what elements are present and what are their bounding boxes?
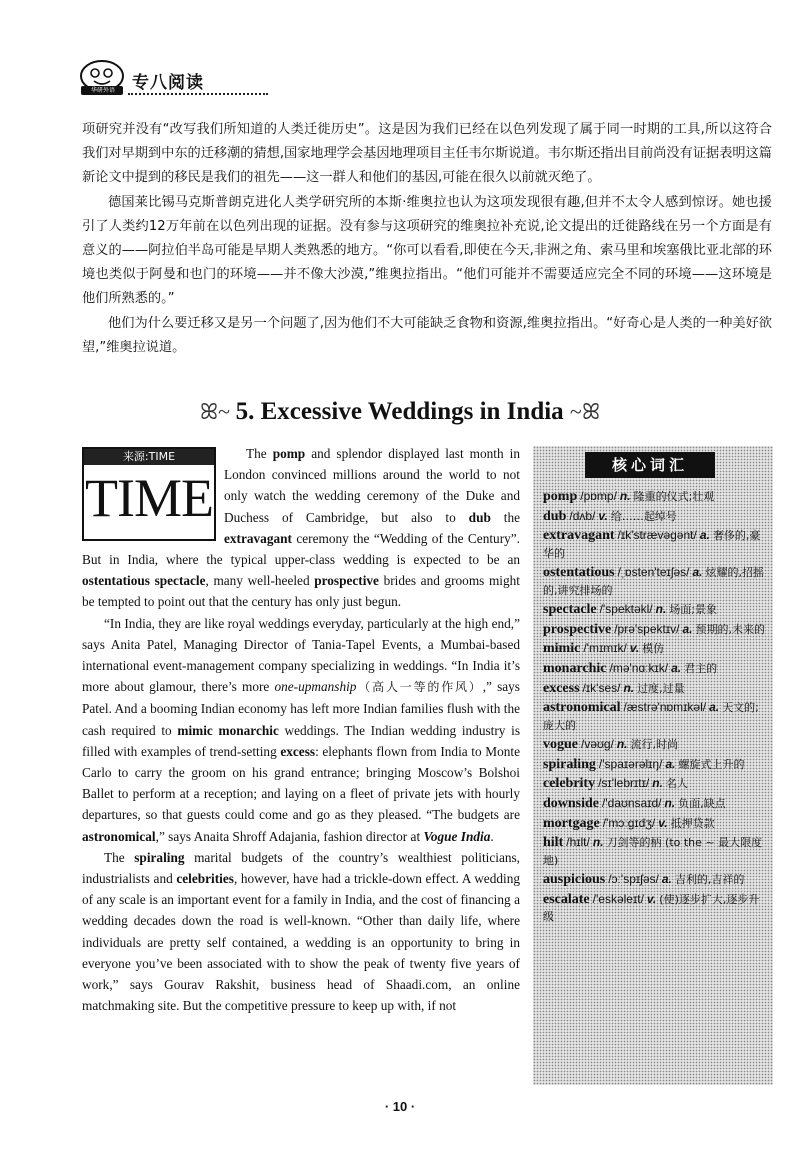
vocab-pronunciation: /mə'nɑːkɪk/	[609, 660, 669, 675]
vocab-part-of-speech: a.	[682, 621, 693, 636]
vocabulary-box	[533, 446, 773, 1085]
keyword: celebrities	[176, 871, 234, 887]
vocab-part-of-speech: n.	[592, 835, 604, 850]
vocab-part-of-speech: a.	[671, 660, 682, 675]
header-rule	[128, 93, 268, 95]
vocab-item	[543, 815, 768, 832]
vocab-item	[543, 680, 768, 697]
vocab-pronunciation: /pɒmp/	[580, 489, 617, 503]
vocab-word: extravagant	[543, 528, 615, 544]
vocab-definition: 奢侈的,豪华的	[543, 529, 761, 560]
keyword: excess	[280, 743, 316, 759]
keyword: mimic monarchic	[177, 722, 279, 738]
vocab-part-of-speech: n.	[619, 489, 631, 503]
vocab-definition: 炫耀的,招摇的,讲究排场的	[543, 566, 765, 597]
vocab-definition: 流行,时尚	[630, 738, 679, 752]
article-paragraph: The pomp and splendor displayed last month in London convinced millions around the world to not only watch the wedding ceremony of the Duke and Duchess of Cambridge, but also to dub the extravagant ceremony the “Wedding of the Century”. But in India, where the typical upper-class wedding is expected to be an ostentatious spectacle, many well-heeled prospective brides and grooms might be tempted to point out that the century has only just begun.	[82, 446, 521, 610]
vocab-pronunciation: /vəʊg/	[581, 737, 614, 752]
vocab-part-of-speech: v.	[658, 815, 668, 830]
vocab-word: dub	[543, 508, 567, 524]
page-number: · 10 ·	[384, 1099, 416, 1114]
vocab-item	[543, 488, 768, 505]
article-title-text: 5. Excessive Weddings in India	[235, 398, 564, 425]
vocab-item	[543, 736, 768, 753]
vocab-word: astronomical	[543, 700, 621, 716]
vocab-word: downside	[543, 795, 600, 811]
vocab-part-of-speech: a.	[709, 700, 720, 715]
vocab-part-of-speech: a.	[665, 756, 676, 771]
vocab-word: celebrity	[543, 776, 596, 792]
vocab-item	[543, 834, 768, 869]
vocab-pronunciation: /hɪlt/	[566, 835, 590, 850]
vocab-word: auspicious	[543, 872, 606, 888]
vocab-item	[543, 775, 768, 792]
vocab-pronunciation: /ɪk'strævəgənt/	[617, 528, 697, 543]
vocab-definition: (使)逐步扩大,逐步升级	[543, 892, 760, 924]
vocab-part-of-speech: a.	[661, 872, 672, 887]
vocab-definition: 君主的	[684, 661, 718, 675]
chinese-gloss: （高人一等的作风）	[356, 680, 483, 695]
vocab-word: mimic	[543, 641, 581, 657]
zh-paragraph: 项研究并没有“改写我们所知道的人类迁徙历史”。这是因为我们已经在以色列发现了属于同一时期的工具,所以这符合我们对早期到中东的迁移潮的猜想,国家地理学会基因地理项目主任韦尔斯说道。韦尔斯还指出目前尚没有证据表明这篇新论文中提到的移民是我们的祖先——这一群人和他们的基因,可能在很久以前就灭绝了。	[82, 122, 772, 186]
keyword: prospective	[314, 573, 379, 589]
vocab-item	[543, 640, 768, 657]
vocab-definition: 天文的;庞大的	[543, 701, 759, 732]
vocab-item	[543, 795, 768, 812]
vocab-item	[543, 564, 768, 599]
vocab-definition: 给……起绰号	[610, 509, 677, 523]
vocab-definition: 刀剑等的柄 (to the ~ 最大限度地)	[543, 836, 763, 867]
source-logo: TIME	[85, 468, 213, 528]
vocab-item	[543, 871, 768, 888]
vocab-part-of-speech: n.	[664, 795, 676, 810]
vocab-pronunciation: /ˌɒsten'teɪʃəs/	[617, 565, 690, 580]
vocab-pronunciation: /ɔː'spɪʃəs/	[608, 872, 659, 887]
vocab-part-of-speech: v.	[629, 641, 640, 656]
keyword-italic: Vogue India	[423, 828, 491, 844]
vocab-part-of-speech: a.	[699, 528, 710, 543]
vocab-word: vogue	[543, 737, 578, 753]
vocab-pronunciation: /ɪk'ses/	[582, 680, 621, 695]
vocab-pronunciation: /'spektəkl/	[599, 602, 653, 617]
vocab-part-of-speech: a.	[692, 565, 703, 580]
vocab-word: hilt	[543, 835, 564, 851]
vocab-definition: 抵押贷款	[670, 816, 715, 830]
vocab-definition: 负面,缺点	[678, 796, 726, 810]
vocab-pronunciation: /æstrə'nɒmɪkəl/	[623, 700, 707, 715]
vocab-item	[543, 699, 768, 734]
vocab-part-of-speech: n.	[652, 776, 663, 791]
vocab-pronunciation: /'mɪmɪk/	[583, 641, 627, 656]
swirl-ornament-right-icon: ~ꕤ	[569, 399, 601, 424]
vocab-part-of-speech: n.	[655, 602, 667, 617]
vocab-definition: 场面;景象	[669, 603, 718, 617]
keyword: ostentatious spectacle	[82, 573, 206, 589]
swirl-ornament-left-icon: ꕤ~	[199, 399, 236, 424]
vocab-pronunciation: /'spaɪərəlɪŋ/	[598, 756, 663, 771]
vocab-part-of-speech: n.	[616, 737, 628, 752]
keyword: spiraling	[134, 849, 185, 865]
zh-paragraph: 他们为什么要迁移又是另一个问题了,因为他们不大可能缺乏食物和资源,维奥拉指出。“好奇心是人类的一种美好欲望,”维奥拉说道。	[82, 315, 772, 355]
vocab-item	[543, 601, 768, 618]
vocab-pronunciation: /'daʊnsaɪd/	[602, 795, 662, 810]
vocab-definition: 模仿	[642, 642, 665, 656]
vocab-definition: 过度,过量	[637, 681, 685, 695]
logo-text: 华研外语	[90, 87, 115, 94]
preceding-translation	[82, 118, 772, 360]
vocab-item	[543, 527, 768, 562]
keyword: astronomical	[82, 828, 156, 844]
vocab-word: pomp	[543, 489, 578, 504]
article-paragraph: “In India, they are like royal weddings everyday, particularly at the high end,” says Anita Patel, Managing Director of Tania-Tapel Events, a Mumbai-based international event-management company specializing in weddings. “In India it’s more about glamour, there’s more one-upmanship（高人一等的作风）,” says Patel. And a booming Indian economy has left more Indian families flush with the cash required to mimic monarchic weddings. The Indian wedding industry is filled with examples of trend-setting excess: elephants flown from India to Monte Carlo to carry the groom on his grand entrance; bringing Moscow’s Bolshoi Ballet to perform at a reception; and laying on a fleet of private jets with hourly departures, so that guests could come and go as they pleased. “The budgets are astronomical,” says Anaita Shroff Adajania, fashion director at Vogue India.	[82, 615, 520, 844]
vocab-item	[543, 660, 768, 677]
vocab-pronunciation: /dʌb/	[569, 508, 596, 523]
article-paragraph: The spiraling marital budgets of the country’s wealthiest politicians, industrialists and celebrities, however, have had a trickle-down effect. A wedding of any scale is an important event for a family in India, and the cost of financing a wedding decades down the road is well-known. “Other than daily life, where individuals are pretty self contained, a wedding is an opportunity to bring in everyone you’ve been associated with to show the peak of twenty five years of work,” says Gourav Rakshit, business head of Shaadi.com, an online matchmaking site. But the competitive pressure to keep up with, if not	[82, 849, 520, 1014]
vocab-word: excess	[543, 680, 580, 696]
source-label: 来源:TIME	[84, 449, 214, 465]
vocab-definition: 吉利的,吉祥的	[674, 873, 745, 887]
keyword: extravagant	[224, 530, 292, 546]
vocab-word: prospective	[543, 621, 612, 637]
vocab-pronunciation: /'eskəleɪt/	[592, 891, 644, 906]
vocab-definition: 隆重的仪式;壮观	[633, 490, 715, 503]
vocab-word: monarchic	[543, 660, 607, 676]
vocab-part-of-speech: v.	[598, 508, 608, 523]
zh-paragraph: 德国莱比锡马克斯普朗克进化人类学研究所的本斯·维奥拉也认为这项发现很有趣,但并不太令人感到惊讶。她也援引了人类约12万年前在以色列出现的证据。没有参与这项研究的维奥拉补充说,论文提出的迁徙路线在另一个方面是有意义的——阿拉伯半岛可能是早期人类熟悉的地方。“你可以看看,即使在今天,非洲之角、索马里和埃塞俄比亚北部的环境也类似于阿曼和也门的环境——并不像大沙漠,”维奥拉指出。“他们可能并不需要适应完全不同的环境——这环境是他们所熟悉的。”	[82, 194, 772, 307]
vocab-item	[543, 508, 768, 525]
keyword: pomp	[272, 446, 306, 461]
vocab-definition: 螺旋式上升的	[678, 757, 745, 771]
vocab-part-of-speech: n.	[623, 680, 635, 695]
vocab-part-of-speech: v.	[646, 891, 657, 906]
vocabulary-title: 核心词汇	[585, 452, 715, 478]
vocab-item	[543, 621, 768, 638]
vocab-definition: 预期的,未来的	[695, 622, 765, 636]
vocab-pronunciation: /prə'spektɪv/	[614, 621, 680, 636]
vocab-word: spectacle	[543, 602, 597, 618]
series-title: 专八阅读	[132, 73, 204, 93]
vocab-word: spiraling	[543, 756, 596, 772]
vocab-word: escalate	[543, 891, 590, 907]
vocab-item	[543, 756, 768, 773]
vocab-pronunciation: /sɪ'lebrɪtɪ/	[598, 776, 650, 791]
vocab-word: ostentatious	[543, 565, 615, 581]
article-body	[82, 443, 520, 1016]
vocab-pronunciation: /'mɔːgɪdʒ/	[602, 815, 656, 830]
vocabulary-list	[543, 488, 768, 928]
vocab-word: mortgage	[543, 815, 600, 831]
vocab-item	[543, 891, 768, 926]
vocab-definition: 名人	[665, 777, 688, 791]
article-title	[0, 398, 800, 426]
italic-term: one-upmanship	[274, 679, 357, 695]
page-header	[60, 60, 210, 100]
keyword: dub	[468, 509, 491, 525]
